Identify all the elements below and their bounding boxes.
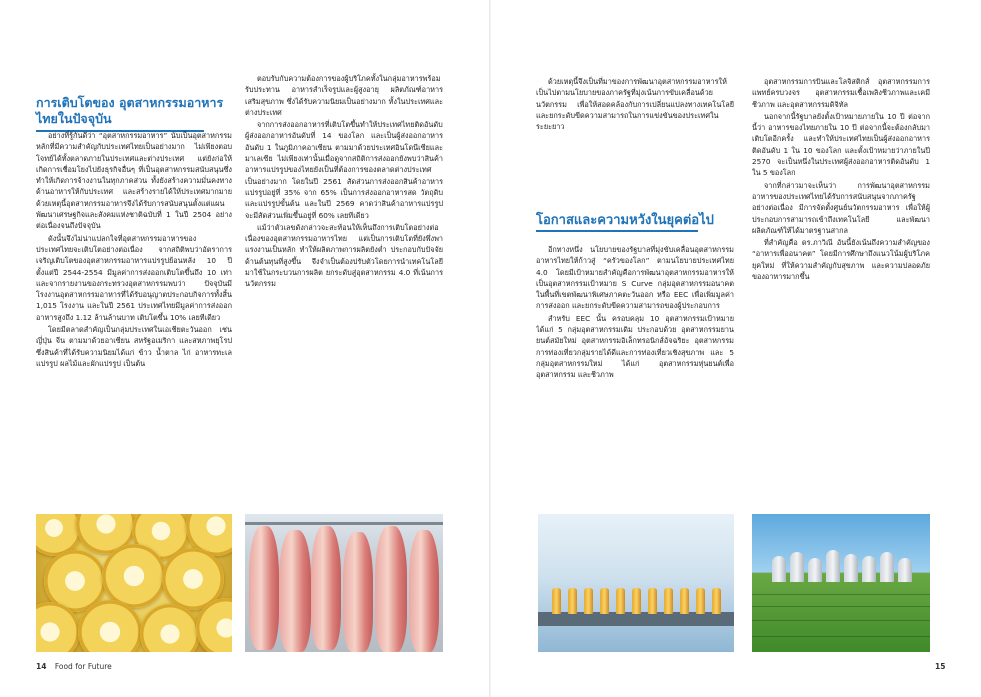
section-heading-opportunity: โอกาสและความหวังในยุคต่อไป xyxy=(536,213,714,228)
paragraph: นอกจากนี้รัฐบาลยังตั้งเป้าหมายภายใน 10 ปี ต่อจากนี้ว่า อาหารของไทยภายใน 10 ปี ต่อจากนี้จะต้องกลับมาเติบโตอีกครั้ง และทำให้ประเทศไทยเป็นผู้ส่งออกอาหารติดอันดับ 1 ใน 10 ของโลก และตั้งเป้าหมายว่าภายในปี 2570 จะเป็นหนึ่งในประเทศผู้ส่งออกอาหารติดอันดับ 1 ใน 5 ของโลก xyxy=(752,111,930,178)
paragraph: ด้วยเหตุนี้จึงเป็นที่มาของการพัฒนาอุตสาหกรรมอาหารให้เป็นไปตามนโยบายของภาครัฐที่มุ่งเน้นการขับเคลื่อนด้วยนวัตกรรม เพื่อให้สอดคล้องกับการเปลี่ยนแปลงทางเทคโนโลยี และยกระดับขีดความสามารถในการแข่งขันของประเทศในระยะยาว xyxy=(536,77,734,132)
paragraph: โดยมีตลาดสำคัญเป็นกลุ่มประเทศในเอเชียตะวันออก เช่น ญี่ปุ่น จีน ตามมาด้วยอาเซียน สหรัฐอเมริกา และสหภาพยุโรป ซึ่งสินค้าที่ได้รับความนิยมได้แก่ ข้าว น้ำตาล ไก่ อาหารทะเลแปรรูป ผลไม้และผักแปรรูป เป็นต้น xyxy=(36,325,232,368)
section-heading-growth: การเติบโตของ อุตสาหกรรมอาหารไทยในปัจจุบัน xyxy=(36,95,224,126)
bottling-line-photo xyxy=(538,514,734,652)
meat-processing-photo xyxy=(245,514,443,652)
paragraph: จากที่กล่าวมาจะเห็นว่า การพัฒนาอุตสาหกรรมอาหารของประเทศไทยได้รับการสนับสนุนจากภาครัฐอย่างต่อเนื่อง มีการจัดตั้งศูนย์นวัตกรรมอาหาร เพื่อให้ผู้ประกอบการสามารถเข้าถึงเทคโนโลยี และพัฒนาผลิตภัณฑ์ให้ได้มาตรฐานสากล xyxy=(752,180,930,235)
page-number: 15 xyxy=(935,662,946,671)
paragraph: อีกทางหนึ่ง นโยบายของรัฐบาลที่มุ่งขับเคลื่อนอุตสาหกรรมอาหารไทยให้ก้าวสู่ “ครัวของโลก” ตามนโยบายประเทศไทย 4.0 โดยมีเป้าหมายสำคัญคือการพัฒนาอุตสาหกรรมอาหารให้เป็นอุตสาหกรรมเป้าหมาย S Curve กลุ่มอุตสาหกรรมอนาคต ในพื้นที่เขตพัฒนาพิเศษภาคตะวันออก หรือ EEC เพื่อเพิ่มมูลค่าการส่งออก และยกระดับขีดความสามารถของผู้ประกอบการ xyxy=(536,245,734,311)
left-column-1 xyxy=(36,130,232,505)
right-column-1-bottom xyxy=(536,244,734,508)
right-column-1-top xyxy=(536,76,734,200)
grain-silo-field-photo xyxy=(752,514,930,652)
paragraph: จากการส่งออกอาหารที่เติบโตขึ้นทำให้ประเทศไทยติดอันดับผู้ส่งออกอาหารอันดับที่ 14 ของโลก และเป็นผู้ส่งออกอาหารอันดับ 1 ในภูมิภาคอาเซียน ตามมาด้วยประเทศอินโดนีเซียและมาเลเซีย ไม่เพียงเท่านั้นเมื่อดูจากสถิติการส่งออกยังพบว่าสินค้าอาหารแปรรูปของไทยยังเป็นที่ต้องการของตลาดต่างประเทศเป็นอย่างมาก โดยในปี 2561 สัดส่วนการส่งออกสินค้าอาหารแปรรูปอยู่ที่ 35% จาก 65% เป็นการส่งออกอาหารสด วัตถุดิบ และแปรรูปขั้นต้น และในปี 2569 คาดว่าสินค้าอาหารแปรรูปจะมีสัดส่วนเพิ่มขึ้นอยู่ที่ 60% เลยทีเดียว xyxy=(245,120,443,220)
paragraph: สำหรับ EEC นั้น ครอบคลุม 10 อุตสาหกรรมเป้าหมาย ได้แก่ 5 กลุ่มอุตสาหกรรมเดิม ประกอบด้วย อุตสาหกรรมยานยนต์สมัยใหม่ อุตสาหกรรมอิเล็กทรอนิกส์อัจฉริยะ อุตสาหกรรมการท่องเที่ยวกลุ่มรายได้ดีและการท่องเที่ยวเชิงสุขภาพ และ 5 กลุ่มอุตสาหกรรมใหม่ ได้แก่ อุตสาหกรรมหุ่นยนต์เพื่ออุตสาหกรรม และชีวภาพ xyxy=(536,313,734,380)
paragraph: อย่างที่รู้กันดีว่า “อุตสาหกรรมอาหาร” นับเป็นอุตสาหกรรมหลักที่มีความสำคัญกับประเทศไทยเป็นอย่างมาก ไม่เพียงตอบโจทย์ได้ทั้งตลาดภายในประเทศและต่างประเทศ แต่ยังก่อให้เกิดการเชื่อมโยงไปยังธุรกิจอื่นๆ ที่เป็นอุตสาหกรรมสนับสนุนซึ่งทำให้เกิดการจ้างงานในทุกภาคส่วน ทั้งยังสร้างความมั่นคงทางด้านอาหารให้กับประเทศ และสร้างรายได้ให้ประเทศมากมาย ด้วยเหตุนี้อุตสาหกรรมอาหารจึงได้รับการสนับสนุนตั้งแต่แผนพัฒนาเศรษฐกิจและสังคมแห่งชาติฉบับที่ 1 ในปี 2504 อย่างต่อเนื่องจนถึงปัจจุบัน xyxy=(36,131,232,231)
paragraph: ตอบรับกับความต้องการของผู้บริโภคทั้งในกลุ่มอาหารพร้อมรับประทาน อาหารสำเร็จรูปและผู้สูงอายุ ผลิตภัณฑ์อาหารเสริมสุขภาพ ซึ่งได้รับความนิยมเป็นอย่างมาก ทั้งในประเทศและต่างประเทศ xyxy=(245,74,443,117)
publication-title: Food for Future xyxy=(54,662,112,671)
paragraph: ดังนั้นจึงไม่น่าแปลกใจที่อุตสาหกรรมอาหารของประเทศไทยจะเติบโตอย่างต่อเนื่อง จากสถิติพบว่าอัตราการเจริญเติบโตของอุตสาหกรรมอาหารแปรรูปย้อนหลัง 10 ปี ตั้งแต่ปี 2544-2554 มีมูลค่าการส่งออกเติบโตขึ้นถึง 10 เท่า และจากรายงานของกระทรวงอุตสาหกรรมพบว่า ปัจจุบันมีโรงงานอุตสาหกรรมอาหารที่ได้รับอนุญาตประกอบกิจการทั้งสิ้น 1,015 โรงงาน และในปี 2561 ประเทศไทยมีมูลค่าการส่งออกอาหารสูงถึง 1.12 ล้านล้านบาท เติบโตขึ้น 10% เลยทีเดียว xyxy=(36,233,232,322)
paragraph: แม้ว่าตัวเลขดังกล่าวจะสะท้อนให้เห็นถึงการเติบโตอย่างต่อเนื่องของอุตสาหกรรมอาหารไทย แต่เป็นการเติบโตที่ยังพึ่งพาแรงงานเป็นหลัก ทำให้ผลิตภาพการผลิตยังต่ำ ประกอบกับปัจจัยด้านต้นทุนที่สูงขึ้น จึงจำเป็นต้องปรับตัวโดยการนำเทคโนโลยีมาใช้ในกระบวนการผลิต ยกระดับสู่อุตสาหกรรม 4.0 ที่เน้นการนวัตกรรม xyxy=(245,222,443,289)
page-number: 14 xyxy=(36,662,47,671)
canned-fruit-photo xyxy=(36,514,232,652)
left-column-2 xyxy=(245,73,443,505)
heading-underline xyxy=(536,230,698,232)
folio xyxy=(36,662,112,671)
paragraph: ที่สำคัญคือ ดร.ภาวิณี อันนี้ยังเน้นถึงความสำคัญของ “อาหารเพื่ออนาคต” โดยมีการศึกษาถึงแนวโน้มผู้บริโภคยุคใหม่ ที่ให้ความสำคัญกับสุขภาพ และความปลอดภัยของอาหารมากขึ้น xyxy=(752,238,930,282)
right-page xyxy=(491,0,981,697)
paragraph: อุตสาหกรรมการบินและโลจิสติกส์ อุตสาหกรรมการแพทย์ครบวงจร อุตสาหกรรมเชื้อเพลิงชีวภาพและเคมีชีวภาพ และอุตสาหกรรมดิจิทัล xyxy=(752,77,930,109)
left-page xyxy=(0,0,490,697)
right-column-2 xyxy=(752,76,930,508)
